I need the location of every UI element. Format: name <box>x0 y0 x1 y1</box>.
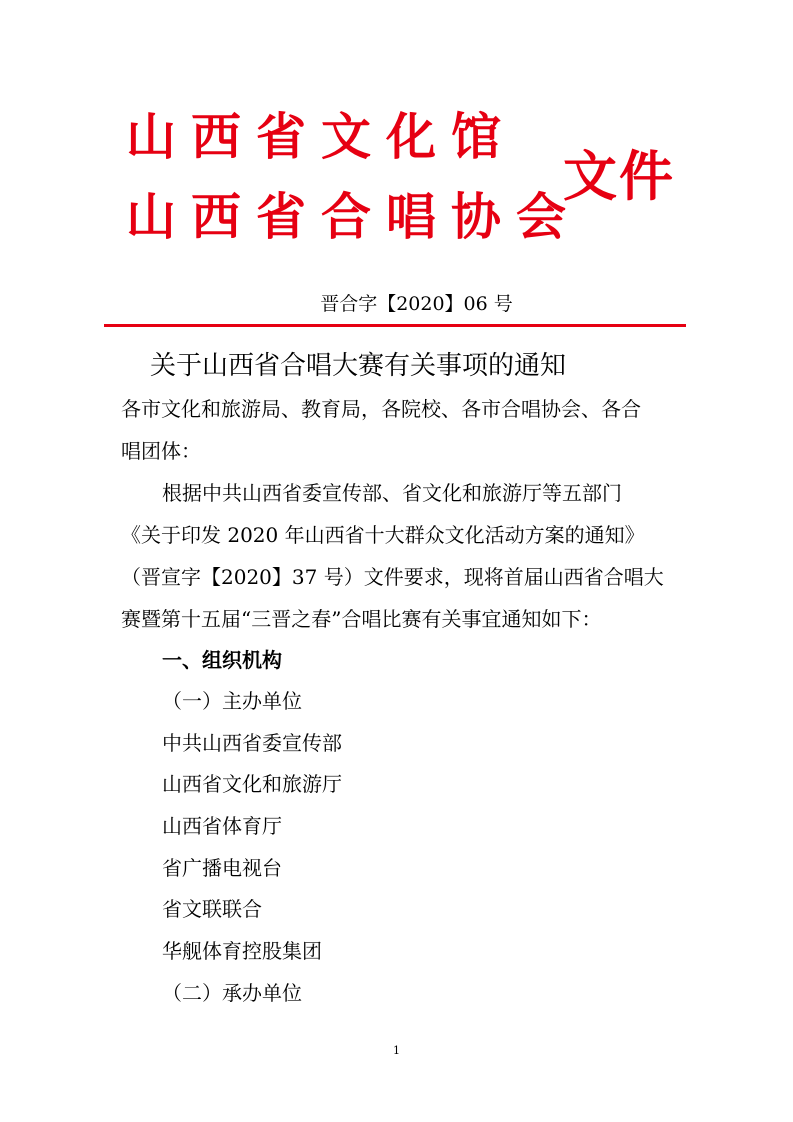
issuing-org-choral-association: 山西省合唱协会 <box>126 188 581 246</box>
section-heading-organization: 一、组织机构 <box>162 648 282 672</box>
subsection-heading-hosts: （一）主办单位 <box>162 689 302 713</box>
host-unit-item: 省广播电视台 <box>162 856 282 880</box>
recipients-line: 各市文化和旅游局、教育局，各院校、各市合唱协会、各合 <box>121 397 641 421</box>
host-unit-item: 华舰体育控股集团 <box>162 939 322 963</box>
intro-paragraph-line: 根据中共山西省委宣传部、省文化和旅游厅等五部门 <box>162 481 622 505</box>
page-number: 1 <box>393 1044 400 1057</box>
intro-paragraph-line: 赛暨第十五届“三晋之春”合唱比赛有关事宜通知如下： <box>121 607 602 631</box>
intro-paragraph-line: （晋宣字【2020】37 号）文件要求，现将首届山西省合唱大 <box>121 565 664 589</box>
subsection-heading-organizers: （二）承办单位 <box>162 981 302 1005</box>
host-unit-item: 山西省文化和旅游厅 <box>162 772 342 796</box>
host-unit-item: 省文联联合 <box>162 897 262 921</box>
intro-paragraph-line: 《关于印发 2020 年山西省十大群众文化活动方案的通知》 <box>121 523 645 547</box>
issuing-org-cultural-center: 山西省文化馆 <box>126 108 516 166</box>
document-label: 文件 <box>563 145 675 208</box>
host-unit-item: 山西省体育厅 <box>162 814 282 838</box>
notice-title: 关于山西省合唱大赛有关事项的通知 <box>150 351 567 381</box>
header-divider <box>104 324 686 327</box>
host-unit-item: 中共山西省委宣传部 <box>162 731 342 755</box>
recipients-line: 唱团体： <box>121 439 201 463</box>
document-number: 晋合字【2020】06 号 <box>320 293 513 315</box>
